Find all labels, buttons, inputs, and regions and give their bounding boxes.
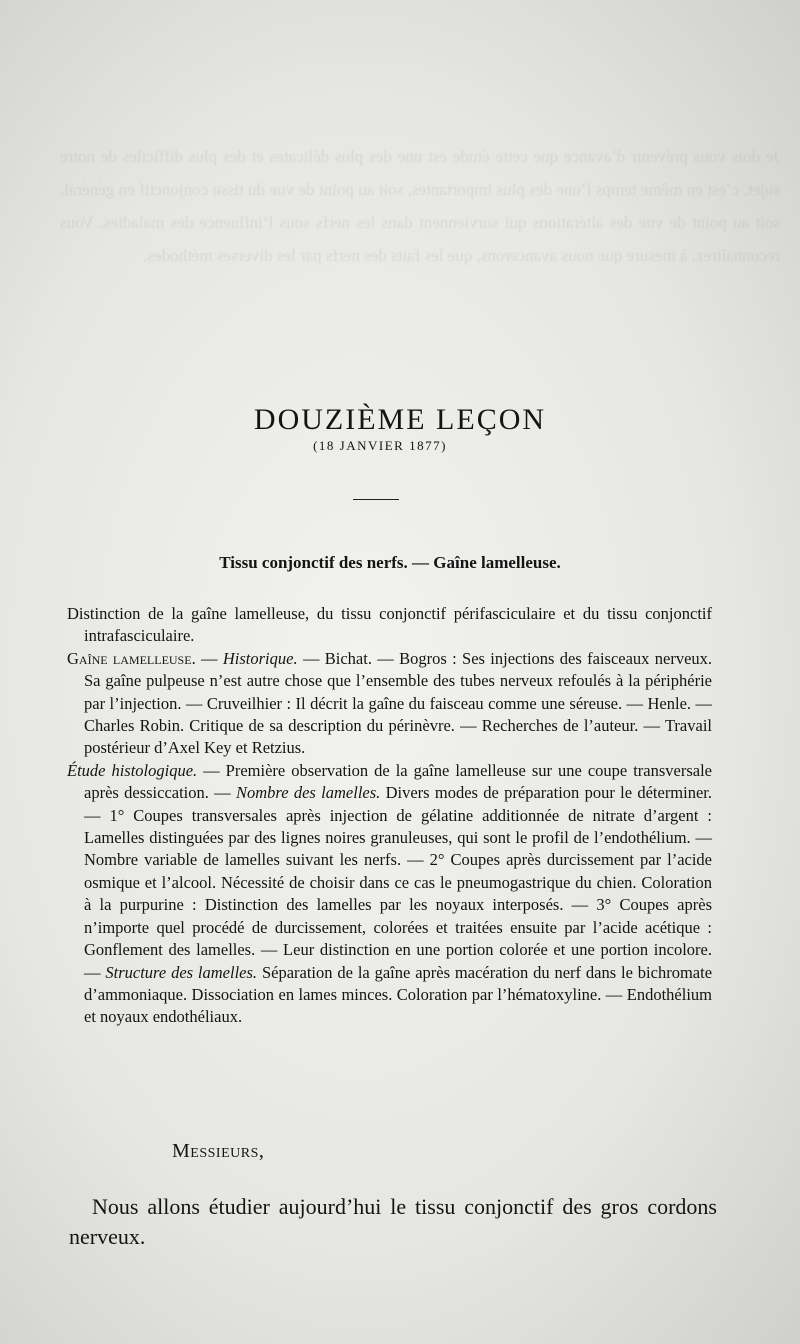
nombre-label: Nombre des lamelles.	[236, 783, 381, 803]
historique-label: Historique.	[222, 648, 298, 668]
lecture-title: DOUZIÈME LEÇON	[253, 403, 547, 437]
opening-paragraph	[69, 1192, 717, 1252]
lecture-summary	[67, 603, 712, 1029]
salutation: Messieurs,	[172, 1140, 265, 1162]
divider-rule	[353, 499, 399, 500]
section-heading: Gaîne lamelleuse.	[67, 648, 196, 668]
chapter-subtitle: Tissu conjonctif des nerfs. — Gaîne lamelleuse.	[219, 553, 561, 572]
structure-label: Structure des lamelles.	[105, 962, 258, 982]
etude-label: Étude histologique.	[67, 760, 198, 780]
bleed-through-text: Je dois vous prévenir d’avance que cette étude est une des plus délicates et des plus difficiles de notre sujet, c’est en même temps l’une des plus importantes, soit au point de vue du tissu conjonctif en général, soit au point de vue des altérations qui surviennent dans les nerfs sous l’influence des maladies. Vous reconnaîtrez, à mesure que nous avancerons, que les faits des nerfs par les diverses méthodes.	[60, 147, 780, 265]
summary-intro: Distinction de la gaîne lamelleuse, du tissu conjonctif périfasciculaire et du tissu conjonctif intrafasciculaire.	[67, 604, 712, 646]
opening-text: Nous allons étudier aujourd’hui le tissu conjonctif des gros cordons nerveux.	[69, 1194, 717, 1249]
lecture-date: (18 JANVIER 1877)	[313, 438, 447, 453]
summary-historique: Gaîne lamelleuse. — Historique. — Bichat. — Bogros : Ses injections des faisceaux nerveux. Sa gaîne pulpeuse n’est autre chose que l’ensemble des tubes nerveux refoulés à la périphérie par l’injection. — Cruveilhier : Il décrit la gaîne du faisceau comme une séreuse. — Henle. — Charles Robin. Critique de sa description du périnèvre. — Recherches de l’auteur. — Travail postérieur d’Axel Key et Retzius.	[67, 648, 713, 758]
summary-etude: Étude histologique. — Première observation de la gaîne lamelleuse sur une coupe transversale après dessiccation. — Nombre des lamelles. Divers modes de préparation pour le déterminer. — 1° Coupes transversales après injection de gélatine additionnée de nitrate d’argent : Lamelles distinguées par des lignes noires granuleuses, qui sont le profil de l’endothélium. — Nombre variable de lamelles suivant les nerfs. — 2° Coupes après durcissement par l’acide osmique et l’alcool. Nécessité de choisir dans ce cas le pneumogastrique du chien. Coloration à la purpurine : Distinction des lamelles par les noyaux interposés. — 3° Coupes après n’importe quel procédé de durcissement, colorées et traitées ensuite par l’acide acétique : Gonflement des lamelles. — Leur distinction en une portion colorée et une portion incolore. — Structure des lamelles. Séparation de la gaîne après macération du nerf dans le bichromate d’ammoniaque. Dissociation en lames minces. Coloration par l’hématoxyline. — Endothélium et noyaux endothéliaux.	[67, 760, 713, 1027]
